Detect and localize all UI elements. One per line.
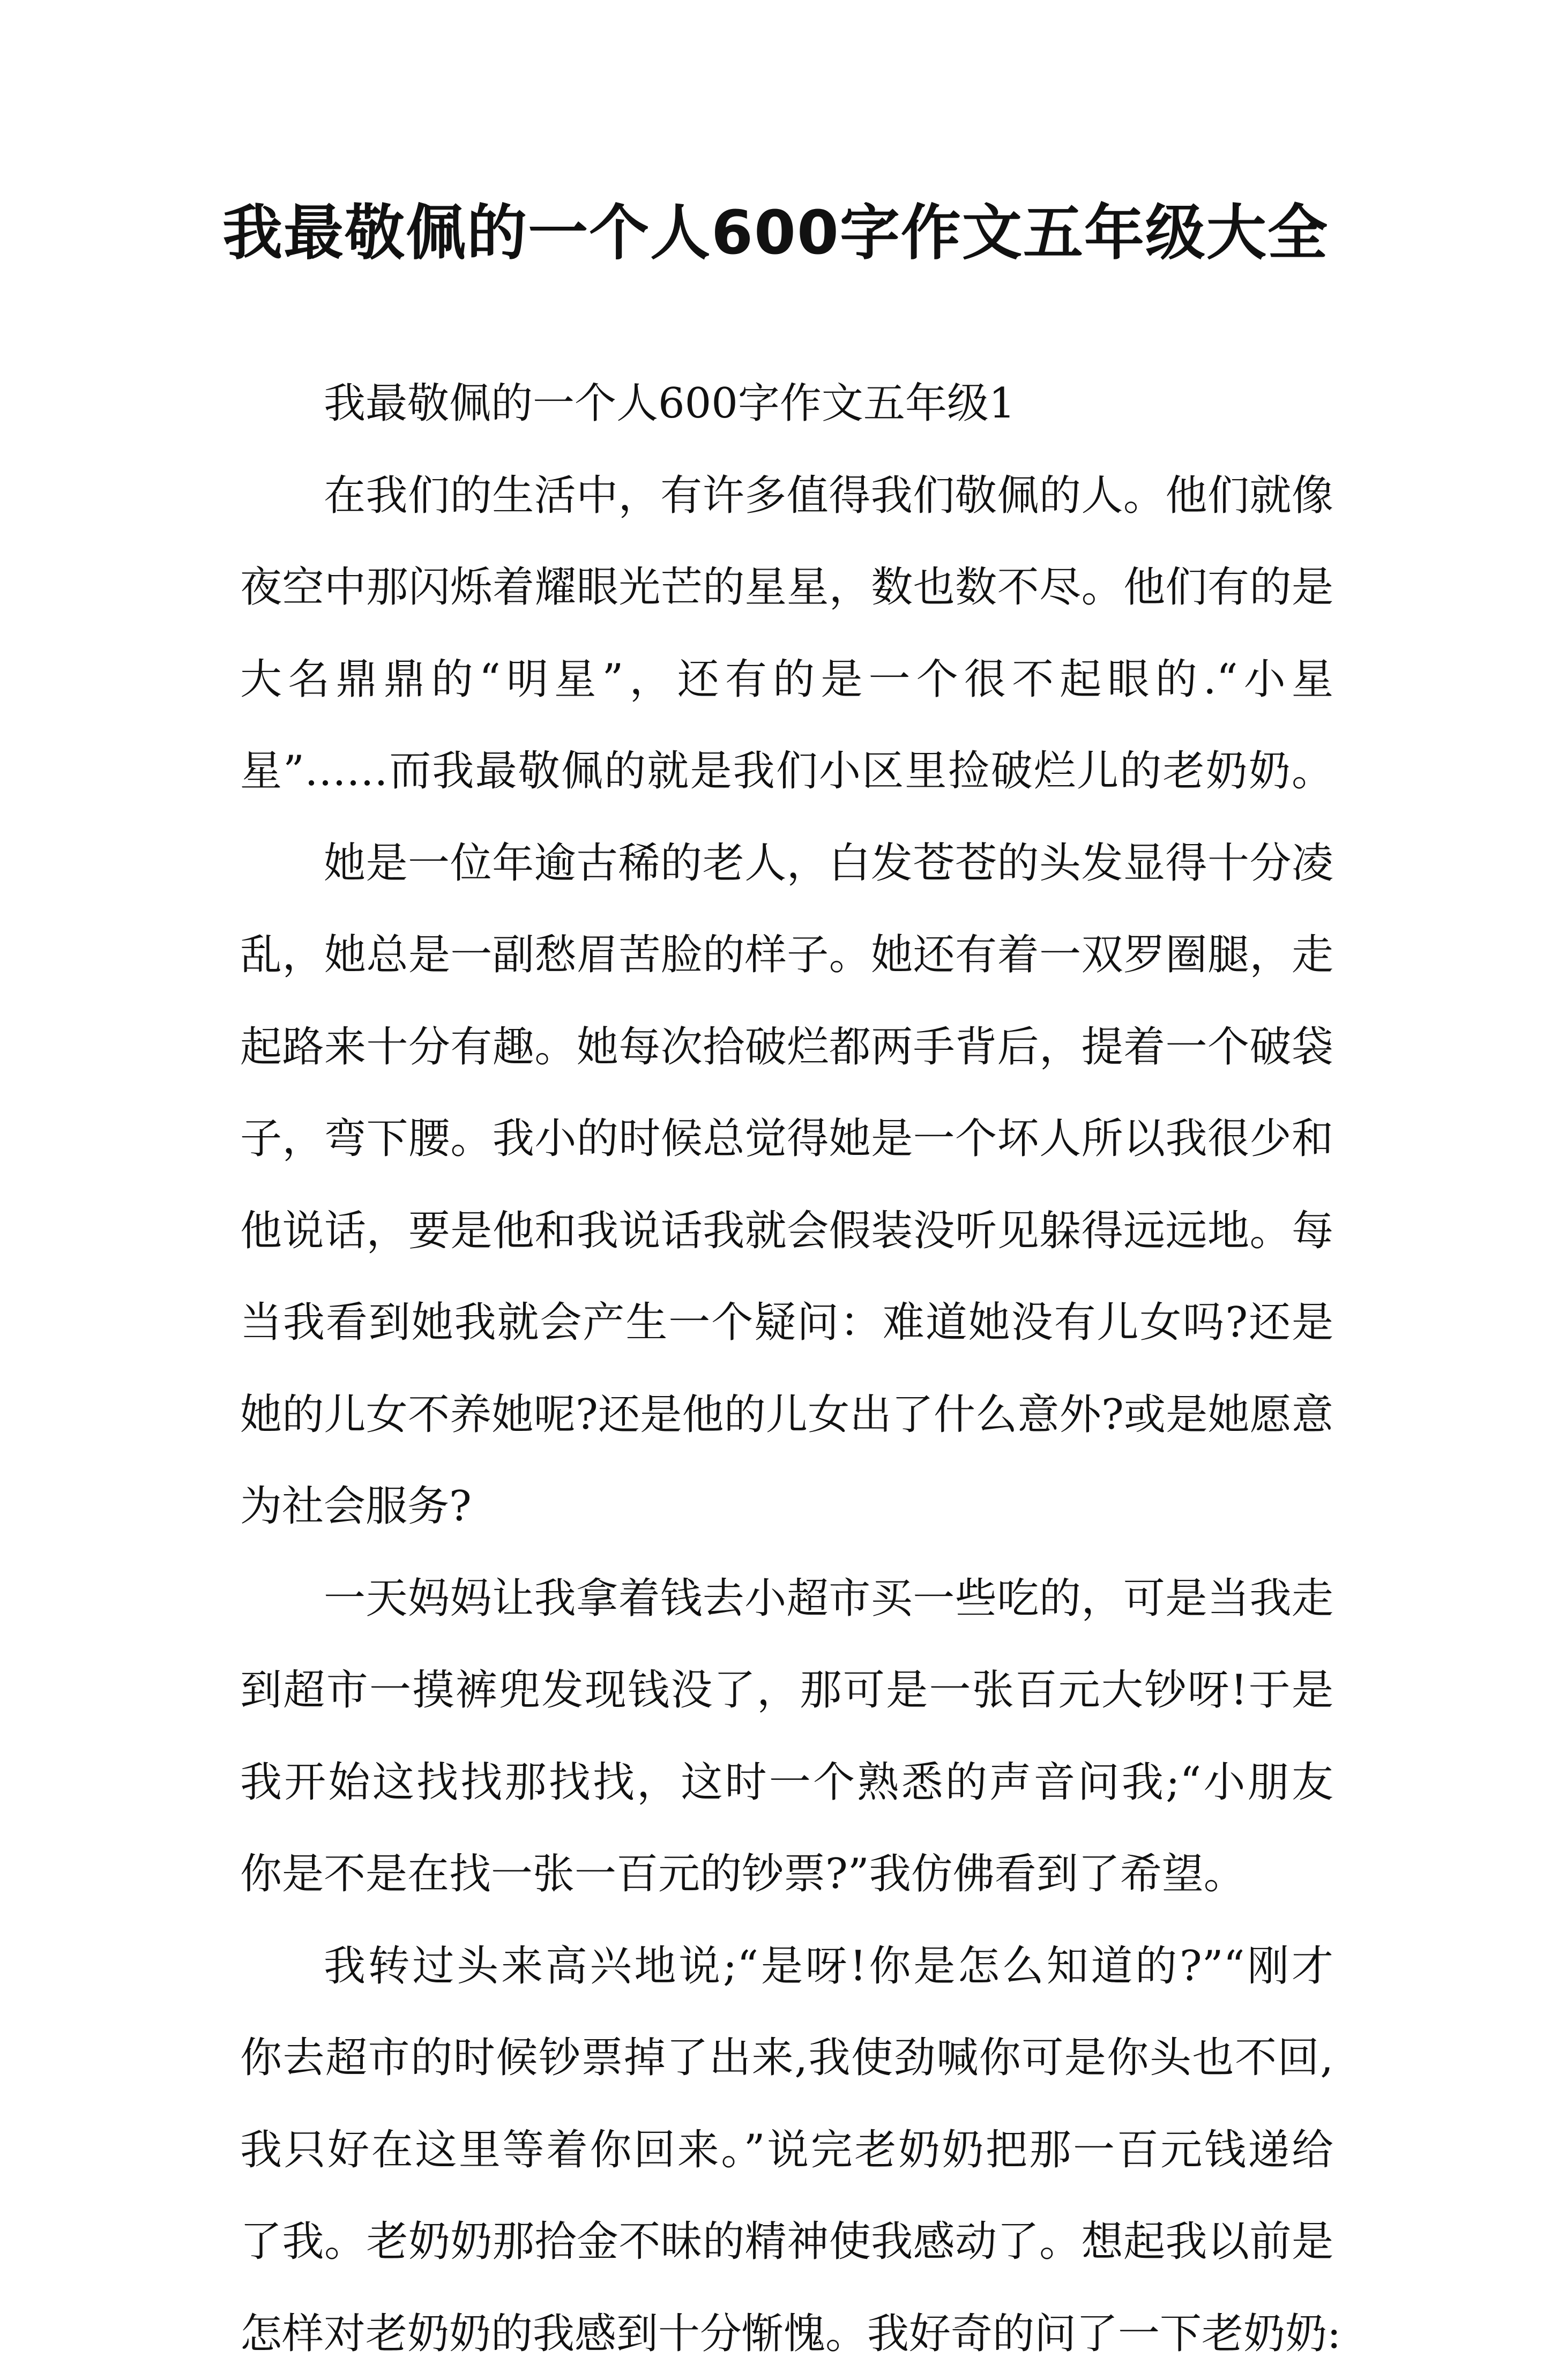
paragraph-line: 了我。老奶奶那拾金不昧的精神使我感动了。想起我以前是 <box>240 2196 1333 2288</box>
paragraph-line: 大名鼎鼎的“明星”，还有的是一个很不起眼的.“小星 <box>240 634 1333 726</box>
paragraph-line: 到超市一摸裤兜发现钱没了，那可是一张百元大钞呀!于是 <box>240 1645 1333 1737</box>
paragraph-line: 怎样对老奶奶的我感到十分惭愧。我好奇的问了一下老奶奶: <box>240 2288 1333 2380</box>
paragraph-line: 夜空中那闪烁着耀眼光芒的星星，数也数不尽。他们有的是 <box>240 542 1333 634</box>
paragraph-line: 星”……而我最敬佩的就是我们小区里捡破烂儿的老奶奶。 <box>240 726 1333 818</box>
paragraph-line: 当我看到她我就会产生一个疑问：难道她没有儿女吗?还是 <box>240 1277 1333 1369</box>
paragraph-line: 为社会服务? <box>240 1461 1333 1553</box>
paragraph-line: 我只好在这里等着你回来。”说完老奶奶把那一百元钱递给 <box>240 2105 1333 2197</box>
paragraph-line: 她是一位年逾古稀的老人，白发苍苍的头发显得十分凌 <box>240 818 1333 910</box>
document-body <box>240 358 1333 2380</box>
paragraph-line: 子，弯下腰。我小的时候总觉得她是一个坏人所以我很少和 <box>240 1093 1333 1185</box>
paragraph-line: 一天妈妈让我拿着钱去小超市买一些吃的，可是当我走 <box>240 1553 1333 1645</box>
paragraph-line: 起路来十分有趣。她每次拾破烂都两手背后，提着一个破袋 <box>240 1002 1333 1094</box>
paragraph-line: 我开始这找找那找找，这时一个熟悉的声音问我;“小朋友 <box>240 1737 1333 1829</box>
paragraph-line: 你去超市的时候钞票掉了出来,我使劲喊你可是你头也不回, <box>240 2012 1333 2105</box>
section-heading: 我最敬佩的一个人600字作文五年级1 <box>240 358 1333 450</box>
paragraph-line: 我转过头来高兴地说;“是呀!你是怎么知道的?”“刚才 <box>240 1921 1333 2013</box>
document-title: 我最敬佩的一个人600字作文五年级大全 <box>0 193 1551 273</box>
paragraph-line: 你是不是在找一张一百元的钞票?”我仿佛看到了希望。 <box>240 1829 1333 1921</box>
paragraph-line: 乱，她总是一副愁眉苦脸的样子。她还有着一双罗圈腿，走 <box>240 909 1333 1002</box>
paragraph-line: 在我们的生活中，有许多值得我们敬佩的人。他们就像 <box>240 450 1333 542</box>
paragraph-line: 她的儿女不养她呢?还是他的儿女出了什么意外?或是她愿意 <box>240 1369 1333 1461</box>
paragraph-line: 他说话，要是他和我说话我就会假装没听见躲得远远地。每 <box>240 1185 1333 1278</box>
